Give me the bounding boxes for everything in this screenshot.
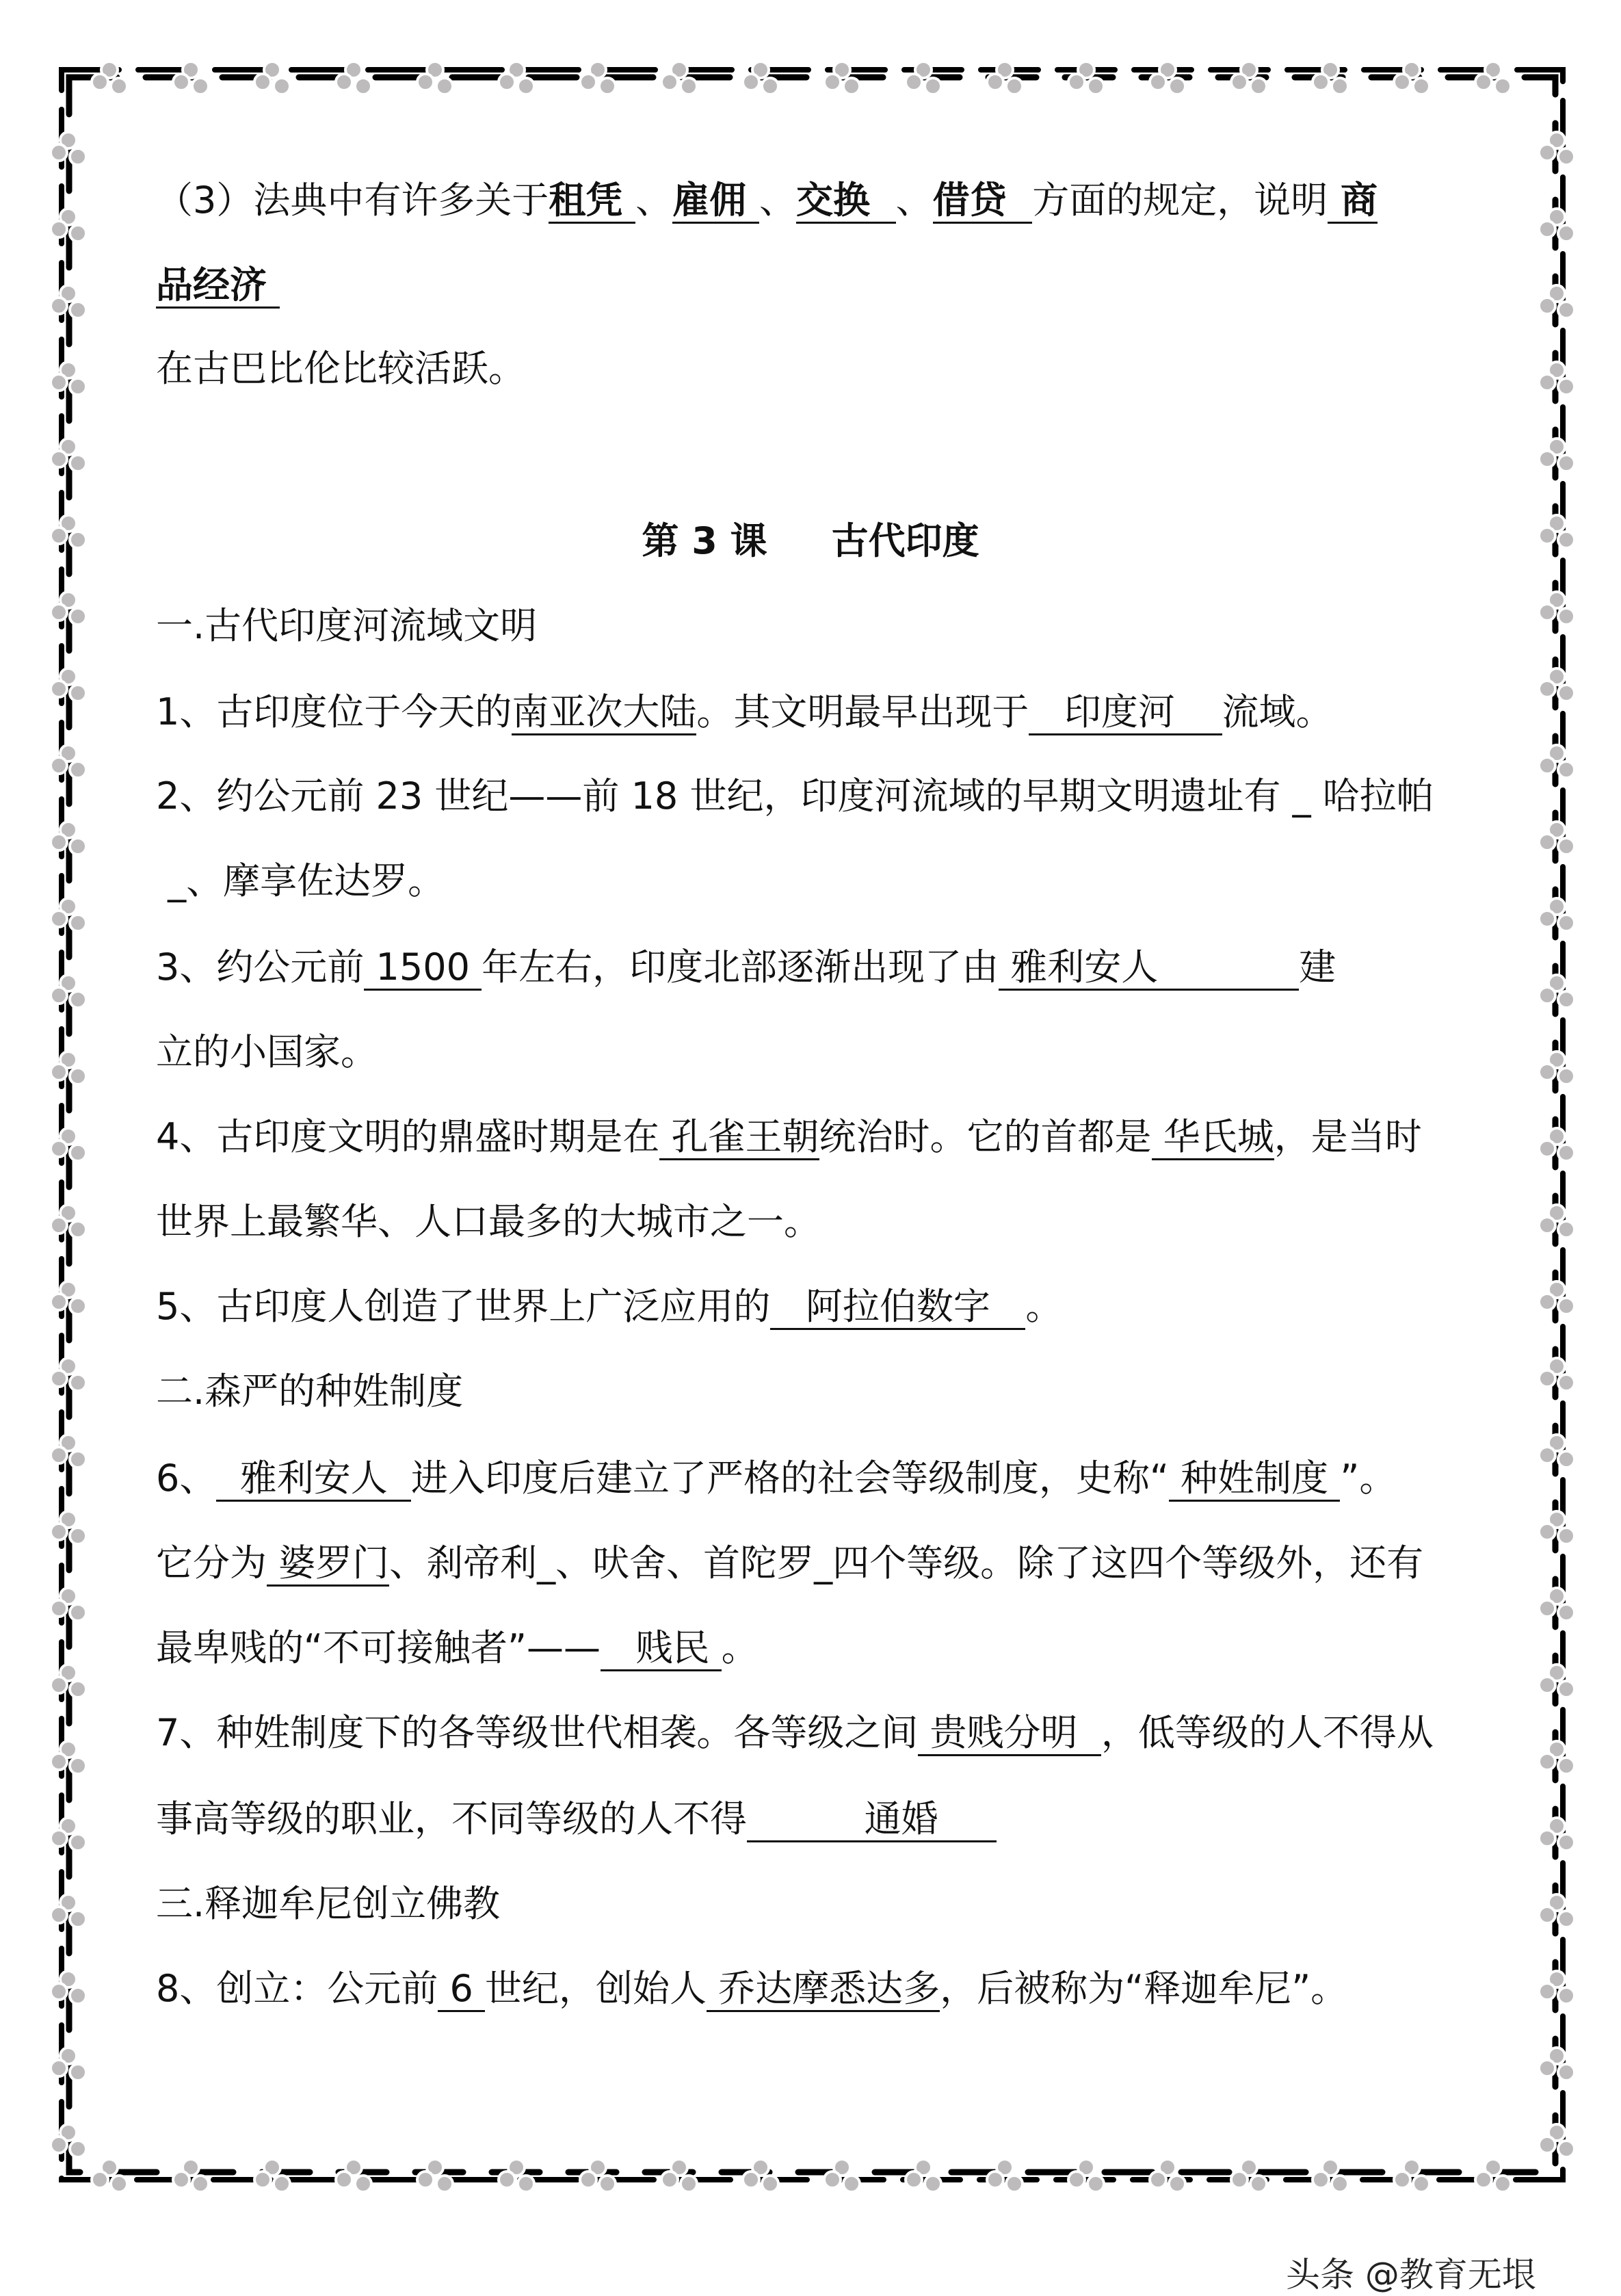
- answer-blank: 孔雀王朝: [659, 1115, 819, 1160]
- text-line: [156, 1454, 1396, 1502]
- border-dot: [1539, 681, 1555, 697]
- border-dot: [1394, 2171, 1410, 2188]
- border-dot: [51, 1907, 67, 1923]
- border-dot: [1313, 2171, 1329, 2188]
- border-dot: [70, 608, 86, 625]
- border-dot: [925, 78, 941, 94]
- border-dot: [1539, 2060, 1555, 2076]
- text-segment: 世界上最繁华、人口最多的大城市之一。: [156, 1200, 821, 1243]
- border-dot: [1558, 225, 1574, 242]
- border-dot: [70, 1374, 86, 1391]
- border-dot: [70, 2064, 86, 2080]
- border-dot: [70, 1298, 86, 1314]
- border-dot: [1558, 991, 1574, 1008]
- text-segment: 。其文明最早出现于: [696, 690, 1029, 733]
- border-dot: [355, 78, 371, 94]
- border-dot: [1150, 74, 1166, 90]
- border-dot: [824, 2171, 841, 2188]
- border-dot: [1558, 1911, 1574, 1927]
- border-dot: [1475, 2171, 1492, 2188]
- border-dot: [1539, 604, 1555, 621]
- border-dot: [1539, 1600, 1555, 1617]
- border-dot: [1539, 2137, 1555, 2153]
- border-dot: [1558, 455, 1574, 471]
- text-segment: 事高等级的职业，不同等级的人不得: [156, 1797, 747, 1840]
- border-dot: [661, 2171, 678, 2188]
- border-dot: [70, 1145, 86, 1161]
- border-dot: [599, 78, 616, 94]
- border-dot: [70, 1451, 86, 1467]
- border-dot: [51, 2137, 67, 2153]
- border-dot: [1558, 1987, 1574, 2004]
- border-dot: [1475, 74, 1492, 90]
- border-dot: [51, 374, 67, 391]
- border-dot: [51, 1064, 67, 1080]
- border-dot: [51, 681, 67, 697]
- border-dot: [51, 604, 67, 621]
- border-dot: [743, 2171, 759, 2188]
- text-segment: 、: [635, 179, 673, 222]
- border-dot: [1539, 1140, 1555, 1157]
- border-dot: [1539, 1370, 1555, 1387]
- text-segment: 流域。: [1222, 690, 1333, 733]
- border-dot: [518, 2176, 534, 2192]
- border-dot: [51, 1753, 67, 1770]
- border-dot: [1539, 757, 1555, 774]
- text-segment: 。: [721, 1626, 759, 1669]
- text-segment: 建: [1299, 945, 1336, 989]
- border-dot: [661, 74, 678, 90]
- answer-blank: 贱民: [601, 1626, 722, 1671]
- text-segment: 三.释迦牟尼创立佛教: [156, 1882, 501, 1925]
- text-segment: 、: [759, 179, 796, 222]
- text-segment: 4、古印度文明的鼎盛时期是在: [156, 1115, 660, 1158]
- border-dot: [70, 302, 86, 318]
- text-line: [156, 1880, 500, 1928]
- border-dot: [336, 2171, 352, 2188]
- answer-blank: 贵贱分明: [918, 1711, 1101, 1756]
- border-dot: [1150, 2171, 1166, 2188]
- border-dot: [1539, 144, 1555, 161]
- answer-blank: 南亚次大陆: [512, 690, 696, 735]
- border-dot: [70, 455, 86, 471]
- border-dot: [51, 911, 67, 927]
- border-dot: [51, 1370, 67, 1387]
- answer-blank: 1500: [364, 945, 482, 991]
- border-dot: [743, 74, 759, 90]
- text-segment: （3）法典中有许多关于: [156, 179, 549, 222]
- border-dot: [1558, 1451, 1574, 1467]
- border-dot: [51, 1677, 67, 1693]
- border-dot: [843, 78, 860, 94]
- text-line: [156, 177, 1378, 224]
- text-segment: _、摩享佐达罗。: [156, 859, 445, 902]
- text-line: [156, 943, 1336, 991]
- answer-blank: 华氏城: [1152, 1115, 1274, 1160]
- border-dot: [1558, 148, 1574, 165]
- border-dot: [1558, 1834, 1574, 1851]
- border-dot: [824, 74, 841, 90]
- border-dot: [1558, 378, 1574, 395]
- answer-blank: 雅利安人: [999, 945, 1299, 991]
- border-dot: [1006, 2176, 1023, 2192]
- border-dot: [1494, 78, 1511, 94]
- text-line: [156, 1965, 1347, 2013]
- lesson-title: [0, 517, 1621, 565]
- answer-blank: 6: [438, 1967, 485, 2012]
- border-dot: [70, 1604, 86, 1621]
- border-dot: [51, 987, 67, 1004]
- text-segment: 。: [1025, 1285, 1063, 1328]
- border-dot: [1231, 2171, 1248, 2188]
- text-segment: 7、种姓制度下的各等级世代相袭。各等级之间: [156, 1711, 919, 1754]
- answer-blank: 租凭: [549, 179, 635, 224]
- text-line: [156, 1368, 463, 1416]
- text-line: [156, 1624, 759, 1672]
- text-segment: 5、古印度人创造了世界上广泛应用的: [156, 1285, 771, 1328]
- border-dot: [1088, 78, 1104, 94]
- answer-blank: 雇佣: [672, 179, 759, 224]
- border-dot: [51, 834, 67, 850]
- text-segment: 、刹帝利_、吠舍、首陀罗_四个等级。除了这四个等级外，还有: [389, 1541, 1424, 1584]
- text-line: [156, 345, 525, 393]
- border-dot: [92, 2171, 108, 2188]
- border-dot: [70, 1758, 86, 1774]
- border-dot: [1558, 302, 1574, 318]
- border-dot: [1558, 1528, 1574, 1544]
- border-dot: [1539, 1830, 1555, 1847]
- border-dot: [417, 2171, 434, 2188]
- border-dot: [51, 451, 67, 467]
- text-line: [156, 1198, 821, 1246]
- border-dot: [1558, 1758, 1574, 1774]
- text-segment: 统治时。它的首都是: [819, 1115, 1152, 1158]
- border-dot: [499, 74, 515, 90]
- border-dot: [906, 74, 922, 90]
- border-dot: [51, 1830, 67, 1847]
- border-dot: [762, 2176, 778, 2192]
- border-dot: [580, 2171, 596, 2188]
- border-dot: [436, 78, 453, 94]
- border-dot: [843, 2176, 860, 2192]
- border-dot: [51, 1524, 67, 1540]
- border-dot: [1539, 1524, 1555, 1540]
- border-dot: [580, 74, 596, 90]
- border-dot: [1539, 1064, 1555, 1080]
- answer-blank: 借贷: [933, 179, 1033, 224]
- border-dot: [51, 1217, 67, 1234]
- border-dot: [355, 2176, 371, 2192]
- answer-blank: 种姓制度: [1169, 1457, 1340, 1502]
- border-dot: [1332, 2176, 1348, 2192]
- border-dot: [1068, 2171, 1085, 2188]
- border-dot: [192, 2176, 209, 2192]
- border-dot: [1558, 2064, 1574, 2080]
- border-dot: [92, 74, 108, 90]
- border-dot: [192, 78, 209, 94]
- border-dot: [70, 685, 86, 701]
- border-dot: [51, 757, 67, 774]
- border-dot: [70, 1068, 86, 1084]
- border-dot: [1558, 1145, 1574, 1161]
- border-dot: [762, 78, 778, 94]
- border-dot: [1558, 761, 1574, 778]
- border-dot: [1006, 78, 1023, 94]
- border-dot: [1539, 298, 1555, 314]
- border-dot: [1539, 1294, 1555, 1310]
- text-segment: 3、约公元前: [156, 945, 365, 989]
- text-segment: 年左右，印度北部逐渐出现了由: [482, 945, 999, 989]
- text-segment: 在古巴比伦比较活跃。: [156, 347, 525, 390]
- text-segment: 第 3 课 古代印度: [642, 519, 979, 562]
- border-dot: [111, 2176, 127, 2192]
- border-dot: [70, 1987, 86, 2004]
- border-dot: [51, 1600, 67, 1617]
- border-dot: [906, 2171, 922, 2188]
- border-dot: [1394, 74, 1410, 90]
- border-dot: [1494, 2176, 1511, 2192]
- answer-blank: 交换: [796, 179, 896, 224]
- border-dot: [51, 2060, 67, 2076]
- border-dot: [1539, 451, 1555, 467]
- border-dot: [111, 78, 127, 94]
- border-dot: [51, 298, 67, 314]
- border-dot: [987, 74, 1003, 90]
- watermark: 头条 @教育无垠: [1286, 2255, 1536, 2295]
- border-dot: [1231, 74, 1248, 90]
- text-line: [156, 688, 1333, 736]
- border-dot: [1332, 78, 1348, 94]
- answer-blank: 印度河: [1029, 690, 1222, 735]
- text-segment: 进入印度后建立了严格的社会等级制度，史称“: [411, 1457, 1170, 1500]
- border-dot: [173, 2171, 189, 2188]
- border-dot: [1558, 1221, 1574, 1238]
- border-dot: [987, 2171, 1003, 2188]
- border-dot: [70, 838, 86, 855]
- border-dot: [1539, 1907, 1555, 1923]
- text-segment: 6、: [156, 1457, 217, 1500]
- border-dot: [1539, 834, 1555, 850]
- border-dot: [254, 2171, 271, 2188]
- text-segment: 世纪，创始人: [485, 1967, 707, 2010]
- border-dot: [1250, 2176, 1267, 2192]
- answer-blank: 商: [1328, 179, 1378, 224]
- text-line: [156, 602, 537, 650]
- answer-blank: 婆罗门: [267, 1541, 389, 1587]
- text-segment: 它分为: [156, 1541, 267, 1584]
- border-dot: [1558, 915, 1574, 931]
- border-dot: [1539, 1753, 1555, 1770]
- border-dot: [70, 1528, 86, 1544]
- text-line: [156, 1028, 378, 1076]
- border-dot: [1413, 78, 1429, 94]
- answer-blank: 品经济: [156, 263, 280, 309]
- border-dot: [1539, 1217, 1555, 1234]
- text-segment: 、: [895, 179, 933, 222]
- answer-blank: 通婚: [747, 1797, 997, 1842]
- border-dot: [70, 148, 86, 165]
- text-segment: 8、创立：公元前: [156, 1967, 438, 2010]
- border-dot: [70, 1834, 86, 1851]
- border-dot: [70, 378, 86, 395]
- border-dot: [51, 221, 67, 237]
- border-dot: [51, 1140, 67, 1157]
- border-dot: [681, 78, 697, 94]
- border-dot: [254, 74, 271, 90]
- border-dot: [1558, 1298, 1574, 1314]
- text-line: [156, 1283, 1062, 1331]
- border-dot: [1088, 2176, 1104, 2192]
- border-dot: [274, 78, 290, 94]
- border-dot: [1539, 1983, 1555, 2000]
- border-dot: [681, 2176, 697, 2192]
- border-dot: [518, 78, 534, 94]
- border-dot: [1539, 1677, 1555, 1693]
- border-dot: [1413, 2176, 1429, 2192]
- text-line: [156, 857, 445, 905]
- border-dot: [1539, 221, 1555, 237]
- border-dot: [51, 144, 67, 161]
- text-segment: 1、古印度位于今天的: [156, 690, 512, 733]
- border-dot: [436, 2176, 453, 2192]
- border-dot: [70, 225, 86, 242]
- text-segment: 二.森严的种姓制度: [156, 1370, 464, 1413]
- text-segment: 最卑贱的“不可接触者”——: [156, 1626, 601, 1669]
- border-dot: [51, 1983, 67, 2000]
- border-dot: [1558, 838, 1574, 855]
- border-dot: [1539, 1447, 1555, 1463]
- border-dot: [1558, 1374, 1574, 1391]
- border-dot: [336, 74, 352, 90]
- border-dot: [1558, 1068, 1574, 1084]
- border-dot: [499, 2171, 515, 2188]
- border-dot: [1539, 911, 1555, 927]
- border-dot: [1558, 2141, 1574, 2157]
- answer-blank: 阿拉伯数字: [770, 1285, 1025, 1330]
- text-line: [156, 261, 280, 309]
- border-dot: [1539, 374, 1555, 391]
- text-segment: ，低等级的人不得从: [1101, 1711, 1434, 1754]
- border-dot: [599, 2176, 616, 2192]
- text-line: [156, 1709, 1434, 1757]
- border-dot: [1068, 74, 1085, 90]
- border-dot: [925, 2176, 941, 2192]
- border-dot: [70, 1911, 86, 1927]
- border-dot: [274, 2176, 290, 2192]
- border-dot: [417, 74, 434, 90]
- border-dot: [51, 1294, 67, 1310]
- text-segment: 一.古代印度河流域文明: [156, 604, 538, 647]
- border-dot: [51, 1447, 67, 1463]
- text-line: [156, 1539, 1423, 1587]
- answer-blank: 雅利安人: [216, 1457, 411, 1502]
- answer-blank: 乔达摩悉达多: [707, 1967, 940, 2012]
- border-dot: [1250, 78, 1267, 94]
- text-line: [156, 772, 1434, 820]
- border-dot: [1313, 74, 1329, 90]
- text-segment: 方面的规定，说明: [1032, 179, 1328, 222]
- border-dot: [70, 991, 86, 1008]
- border-dot: [70, 915, 86, 931]
- text-segment: 立的小国家。: [156, 1030, 378, 1073]
- border-dot: [1558, 608, 1574, 625]
- border-dot: [70, 1681, 86, 1697]
- border-dot: [1169, 2176, 1185, 2192]
- border-dot: [1539, 987, 1555, 1004]
- text-segment: ，是当时: [1274, 1115, 1422, 1158]
- border-dot: [1558, 1604, 1574, 1621]
- text-segment: ”。: [1340, 1457, 1397, 1500]
- border-dot: [1558, 685, 1574, 701]
- border-dot: [70, 761, 86, 778]
- text-line: [156, 1795, 997, 1843]
- border-dot: [1558, 1681, 1574, 1697]
- border-dot: [70, 2141, 86, 2157]
- border-dot: [1169, 78, 1185, 94]
- text-segment: 2、约公元前 23 世纪——前 18 世纪，印度河流域的早期文明遗址有 _ 哈拉帕: [156, 774, 1434, 818]
- border-dot: [70, 1221, 86, 1238]
- border-dot: [173, 74, 189, 90]
- text-line: [156, 1113, 1422, 1161]
- text-segment: ，后被称为“释迦牟尼”。: [940, 1967, 1348, 2010]
